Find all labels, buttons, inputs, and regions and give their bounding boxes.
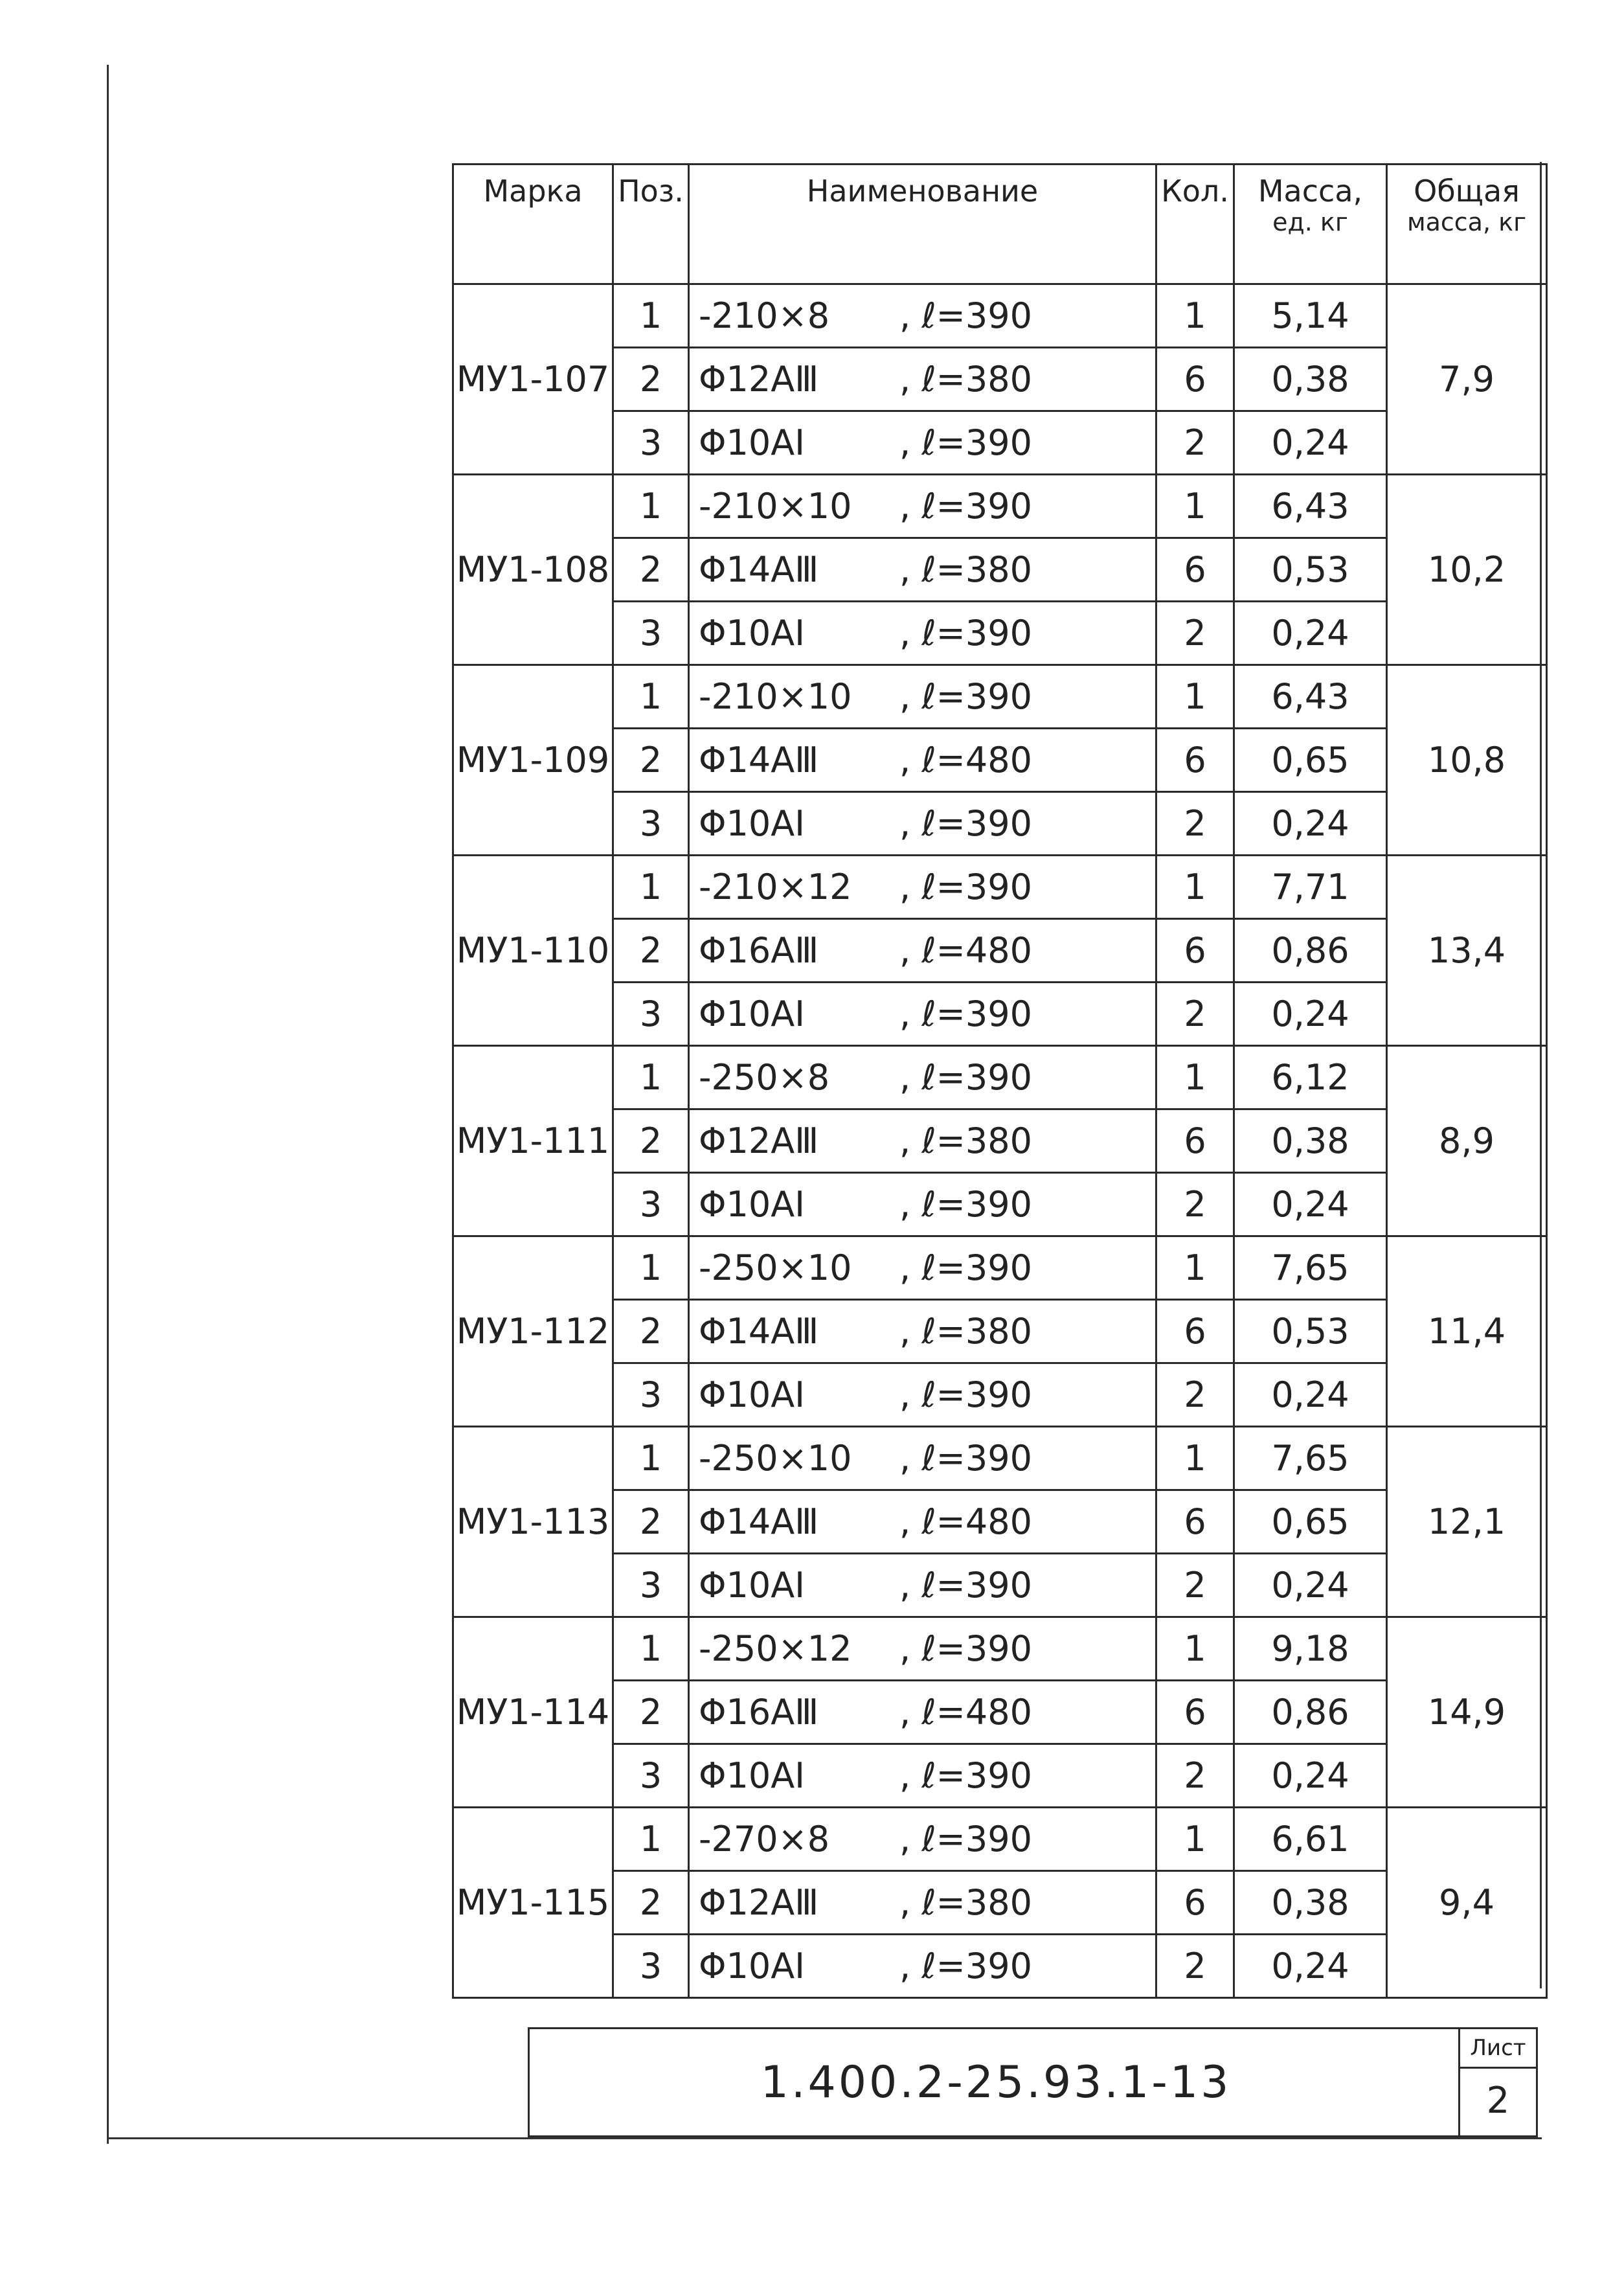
cell-mark: МУ1-110 bbox=[453, 856, 613, 1046]
cell-name-section: Φ10АⅠ bbox=[699, 803, 806, 844]
table-row bbox=[453, 1046, 1547, 1109]
cell-name-length: ℓ=390 bbox=[921, 486, 1032, 527]
cell-name-length: ℓ=480 bbox=[921, 740, 1032, 780]
cell-quantity: 2 bbox=[1156, 792, 1234, 856]
table-row bbox=[453, 1681, 1547, 1744]
cell-name bbox=[689, 1744, 1156, 1808]
cell-position: 2 bbox=[613, 1871, 689, 1935]
cell-name-length: ℓ=480 bbox=[921, 1692, 1032, 1733]
cell-name-length: ℓ=390 bbox=[921, 803, 1032, 844]
cell-position: 1 bbox=[613, 284, 689, 348]
cell-unit-mass: 6,61 bbox=[1234, 1808, 1387, 1871]
cell-name bbox=[689, 983, 1156, 1046]
cell-quantity: 6 bbox=[1156, 348, 1234, 411]
cell-unit-mass: 7,71 bbox=[1234, 856, 1387, 919]
cell-name-length: ℓ=380 bbox=[921, 1882, 1032, 1923]
cell-position: 2 bbox=[613, 1300, 689, 1363]
cell-quantity: 1 bbox=[1156, 1236, 1234, 1300]
cell-quantity: 6 bbox=[1156, 1109, 1234, 1173]
cell-name-separator: , bbox=[899, 1247, 922, 1288]
cell-name-length: ℓ=390 bbox=[921, 1946, 1032, 1986]
cell-total-mass: 10,8 bbox=[1387, 665, 1547, 856]
cell-unit-mass: 6,12 bbox=[1234, 1046, 1387, 1109]
cell-name-separator: , bbox=[899, 930, 922, 971]
cell-name-section: Φ14АⅢ bbox=[699, 1311, 819, 1352]
cell-name bbox=[689, 602, 1156, 665]
table-row bbox=[453, 602, 1547, 665]
cell-name bbox=[689, 475, 1156, 538]
cell-name-section: Φ10АⅠ bbox=[699, 1565, 806, 1606]
cell-name-length: ℓ=390 bbox=[921, 676, 1032, 717]
cell-name-separator: , bbox=[899, 1946, 922, 1986]
cell-name bbox=[689, 1871, 1156, 1935]
cell-position: 1 bbox=[613, 665, 689, 729]
cell-unit-mass: 0,24 bbox=[1234, 1744, 1387, 1808]
cell-name-section: -210×12 bbox=[699, 867, 852, 907]
sheet-box bbox=[1458, 2029, 1536, 2135]
cell-quantity: 2 bbox=[1156, 1363, 1234, 1427]
cell-name-separator: , bbox=[899, 1120, 922, 1161]
cell-name-section: Φ10АⅠ bbox=[699, 1184, 806, 1225]
cell-name-separator: , bbox=[899, 1755, 922, 1796]
cell-unit-mass: 6,43 bbox=[1234, 665, 1387, 729]
cell-name bbox=[689, 1236, 1156, 1300]
cell-name-length: ℓ=390 bbox=[921, 613, 1032, 654]
cell-name-section: Φ14АⅢ bbox=[699, 549, 819, 590]
table-row bbox=[453, 919, 1547, 983]
cell-name-length: ℓ=380 bbox=[921, 359, 1032, 400]
cell-name-separator: , bbox=[899, 803, 922, 844]
cell-name-section: -210×8 bbox=[699, 295, 830, 336]
table-row bbox=[453, 475, 1547, 538]
cell-name-separator: , bbox=[899, 1184, 922, 1225]
table-row bbox=[453, 1236, 1547, 1300]
cell-quantity: 6 bbox=[1156, 1871, 1234, 1935]
header-unit-mass-label: Масса, bbox=[1257, 174, 1363, 209]
cell-name-length: ℓ=390 bbox=[921, 1819, 1032, 1859]
cell-name-length: ℓ=390 bbox=[921, 1184, 1032, 1225]
cell-position: 2 bbox=[613, 538, 689, 602]
frame-bottom-line bbox=[107, 2137, 1542, 2139]
cell-name-separator: , bbox=[899, 613, 922, 654]
cell-unit-mass: 7,65 bbox=[1234, 1427, 1387, 1490]
cell-name bbox=[689, 1109, 1156, 1173]
cell-name bbox=[689, 729, 1156, 792]
table-row bbox=[453, 1300, 1547, 1363]
table-row bbox=[453, 1617, 1547, 1681]
cell-position: 1 bbox=[613, 1427, 689, 1490]
title-block bbox=[528, 2027, 1538, 2137]
cell-total-mass: 12,1 bbox=[1387, 1427, 1547, 1617]
cell-name bbox=[689, 1808, 1156, 1871]
cell-name-separator: , bbox=[899, 549, 922, 590]
cell-quantity: 6 bbox=[1156, 538, 1234, 602]
cell-position: 1 bbox=[613, 1808, 689, 1871]
cell-unit-mass: 0,38 bbox=[1234, 348, 1387, 411]
cell-mark: МУ1-111 bbox=[453, 1046, 613, 1236]
cell-name-length: ℓ=390 bbox=[921, 1565, 1032, 1606]
header-total-mass-label: Общая bbox=[1414, 174, 1520, 209]
cell-mark: МУ1-108 bbox=[453, 475, 613, 665]
cell-name-section: -270×8 bbox=[699, 1819, 830, 1859]
cell-name-length: ℓ=390 bbox=[921, 1438, 1032, 1479]
cell-unit-mass: 0,65 bbox=[1234, 1490, 1387, 1554]
specification-table bbox=[452, 163, 1548, 1999]
table-row bbox=[453, 665, 1547, 729]
table-row bbox=[453, 411, 1547, 475]
cell-position: 2 bbox=[613, 348, 689, 411]
cell-quantity: 2 bbox=[1156, 1173, 1234, 1236]
cell-name bbox=[689, 1617, 1156, 1681]
cell-name-section: Φ10АⅠ bbox=[699, 1946, 806, 1986]
table-row bbox=[453, 284, 1547, 348]
cell-name-section: Φ10АⅠ bbox=[699, 1755, 806, 1796]
cell-quantity: 2 bbox=[1156, 983, 1234, 1046]
cell-total-mass: 7,9 bbox=[1387, 284, 1547, 475]
cell-name-separator: , bbox=[899, 1565, 922, 1606]
table-row bbox=[453, 538, 1547, 602]
cell-name-separator: , bbox=[899, 676, 922, 717]
table-row bbox=[453, 1173, 1547, 1236]
cell-unit-mass: 0,24 bbox=[1234, 1554, 1387, 1617]
cell-quantity: 6 bbox=[1156, 729, 1234, 792]
cell-name-separator: , bbox=[899, 1057, 922, 1098]
cell-name bbox=[689, 1935, 1156, 1998]
cell-name-length: ℓ=380 bbox=[921, 549, 1032, 590]
cell-unit-mass: 0,38 bbox=[1234, 1109, 1387, 1173]
cell-unit-mass: 6,43 bbox=[1234, 475, 1387, 538]
cell-position: 1 bbox=[613, 856, 689, 919]
cell-name-section: Φ10АⅠ bbox=[699, 1374, 806, 1415]
cell-name-separator: , bbox=[899, 1882, 922, 1923]
cell-total-mass: 8,9 bbox=[1387, 1046, 1547, 1236]
cell-position: 1 bbox=[613, 1236, 689, 1300]
cell-mark: МУ1-109 bbox=[453, 665, 613, 856]
cell-mark: МУ1-107 bbox=[453, 284, 613, 475]
cell-name bbox=[689, 792, 1156, 856]
cell-position: 1 bbox=[613, 475, 689, 538]
table-row bbox=[453, 792, 1547, 856]
cell-name-length: ℓ=480 bbox=[921, 1501, 1032, 1542]
cell-name bbox=[689, 1046, 1156, 1109]
cell-unit-mass: 0,86 bbox=[1234, 1681, 1387, 1744]
cell-quantity: 1 bbox=[1156, 475, 1234, 538]
cell-quantity: 2 bbox=[1156, 1935, 1234, 1998]
cell-unit-mass: 0,38 bbox=[1234, 1871, 1387, 1935]
table-header-row bbox=[453, 165, 1547, 284]
cell-position: 3 bbox=[613, 602, 689, 665]
cell-name-separator: , bbox=[899, 1311, 922, 1352]
cell-name-length: ℓ=390 bbox=[921, 295, 1032, 336]
cell-total-mass: 13,4 bbox=[1387, 856, 1547, 1046]
cell-quantity: 6 bbox=[1156, 919, 1234, 983]
cell-name-section: Φ12АⅢ bbox=[699, 1882, 819, 1923]
cell-name bbox=[689, 1681, 1156, 1744]
cell-position: 3 bbox=[613, 983, 689, 1046]
cell-position: 1 bbox=[613, 1617, 689, 1681]
header-unit-mass bbox=[1234, 165, 1387, 284]
cell-unit-mass: 0,65 bbox=[1234, 729, 1387, 792]
cell-quantity: 6 bbox=[1156, 1300, 1234, 1363]
cell-name-section: Φ14АⅢ bbox=[699, 740, 819, 780]
cell-quantity: 1 bbox=[1156, 1427, 1234, 1490]
cell-name-section: -250×10 bbox=[699, 1438, 852, 1479]
cell-quantity: 6 bbox=[1156, 1681, 1234, 1744]
cell-name-length: ℓ=380 bbox=[921, 1120, 1032, 1161]
frame-left-line bbox=[107, 65, 109, 2144]
cell-quantity: 1 bbox=[1156, 665, 1234, 729]
cell-position: 3 bbox=[613, 1935, 689, 1998]
cell-name bbox=[689, 538, 1156, 602]
cell-name-section: Φ10АⅠ bbox=[699, 613, 806, 654]
cell-name-length: ℓ=390 bbox=[921, 1247, 1032, 1288]
cell-quantity: 1 bbox=[1156, 284, 1234, 348]
cell-name bbox=[689, 919, 1156, 983]
cell-quantity: 2 bbox=[1156, 602, 1234, 665]
cell-unit-mass: 0,24 bbox=[1234, 792, 1387, 856]
cell-position: 2 bbox=[613, 729, 689, 792]
cell-position: 3 bbox=[613, 411, 689, 475]
cell-mark: МУ1-115 bbox=[453, 1808, 613, 1998]
cell-name-length: ℓ=390 bbox=[921, 422, 1032, 463]
cell-name bbox=[689, 856, 1156, 919]
cell-name bbox=[689, 411, 1156, 475]
cell-unit-mass: 0,24 bbox=[1234, 983, 1387, 1046]
table-row bbox=[453, 1744, 1547, 1808]
cell-unit-mass: 0,24 bbox=[1234, 602, 1387, 665]
cell-name bbox=[689, 1363, 1156, 1427]
table-row bbox=[453, 348, 1547, 411]
cell-mark: МУ1-112 bbox=[453, 1236, 613, 1427]
cell-position: 2 bbox=[613, 1109, 689, 1173]
table-row bbox=[453, 1808, 1547, 1871]
cell-name-section: Φ14АⅢ bbox=[699, 1501, 819, 1542]
table-row bbox=[453, 1109, 1547, 1173]
header-total-mass bbox=[1387, 165, 1547, 284]
cell-name bbox=[689, 1554, 1156, 1617]
cell-unit-mass: 0,24 bbox=[1234, 1935, 1387, 1998]
table-row bbox=[453, 1871, 1547, 1935]
cell-name-separator: , bbox=[899, 486, 922, 527]
cell-total-mass: 9,4 bbox=[1387, 1808, 1547, 1998]
cell-mark: МУ1-114 bbox=[453, 1617, 613, 1808]
cell-name-length: ℓ=390 bbox=[921, 867, 1032, 907]
cell-name-section: -210×10 bbox=[699, 486, 852, 527]
cell-unit-mass: 0,86 bbox=[1234, 919, 1387, 983]
header-position: Поз. bbox=[613, 165, 689, 284]
cell-name-length: ℓ=390 bbox=[921, 1057, 1032, 1098]
cell-quantity: 2 bbox=[1156, 411, 1234, 475]
cell-name-separator: , bbox=[899, 1374, 922, 1415]
cell-name-section: Φ10АⅠ bbox=[699, 422, 806, 463]
cell-quantity: 1 bbox=[1156, 1617, 1234, 1681]
cell-name-length: ℓ=480 bbox=[921, 930, 1032, 971]
cell-name-section: Φ10АⅠ bbox=[699, 994, 806, 1034]
cell-name-section: -250×12 bbox=[699, 1628, 852, 1669]
cell-name-section: Φ16АⅢ bbox=[699, 1692, 819, 1733]
cell-quantity: 1 bbox=[1156, 1808, 1234, 1871]
header-name: Наименование bbox=[689, 165, 1156, 284]
cell-quantity: 6 bbox=[1156, 1490, 1234, 1554]
cell-name-section: Φ16АⅢ bbox=[699, 930, 819, 971]
sheet-label: Лист bbox=[1460, 2029, 1536, 2069]
document-code: 1.400.2-25.93.1-13 bbox=[760, 2056, 1232, 2108]
table-row bbox=[453, 1490, 1547, 1554]
cell-name-length: ℓ=390 bbox=[921, 1374, 1032, 1415]
table-row bbox=[453, 1363, 1547, 1427]
table-row bbox=[453, 983, 1547, 1046]
cell-unit-mass: 0,24 bbox=[1234, 1173, 1387, 1236]
cell-name bbox=[689, 1300, 1156, 1363]
cell-name-length: ℓ=380 bbox=[921, 1311, 1032, 1352]
table-row bbox=[453, 1935, 1547, 1998]
cell-name bbox=[689, 348, 1156, 411]
cell-name-separator: , bbox=[899, 422, 922, 463]
cell-name-separator: , bbox=[899, 994, 922, 1034]
cell-unit-mass: 0,24 bbox=[1234, 1363, 1387, 1427]
cell-quantity: 2 bbox=[1156, 1554, 1234, 1617]
cell-name-length: ℓ=390 bbox=[921, 1628, 1032, 1669]
cell-name bbox=[689, 1490, 1156, 1554]
cell-position: 3 bbox=[613, 1554, 689, 1617]
table-row bbox=[453, 1554, 1547, 1617]
cell-quantity: 1 bbox=[1156, 856, 1234, 919]
cell-unit-mass: 0,24 bbox=[1234, 411, 1387, 475]
cell-name-section: -210×10 bbox=[699, 676, 852, 717]
cell-position: 3 bbox=[613, 792, 689, 856]
cell-name-separator: , bbox=[899, 867, 922, 907]
cell-total-mass: 14,9 bbox=[1387, 1617, 1547, 1808]
cell-name-separator: , bbox=[899, 1692, 922, 1733]
cell-name bbox=[689, 1427, 1156, 1490]
cell-position: 3 bbox=[613, 1363, 689, 1427]
cell-name-separator: , bbox=[899, 1438, 922, 1479]
cell-position: 2 bbox=[613, 1681, 689, 1744]
header-total-mass-sub: масса, кг bbox=[1406, 207, 1527, 236]
cell-position: 2 bbox=[613, 919, 689, 983]
cell-total-mass: 11,4 bbox=[1387, 1236, 1547, 1427]
cell-name-section: Φ12АⅢ bbox=[699, 359, 819, 400]
cell-name-length: ℓ=390 bbox=[921, 1755, 1032, 1796]
cell-unit-mass: 0,53 bbox=[1234, 1300, 1387, 1363]
cell-position: 3 bbox=[613, 1744, 689, 1808]
cell-position: 2 bbox=[613, 1490, 689, 1554]
header-unit-mass-sub: ед. кг bbox=[1272, 207, 1348, 236]
table-row bbox=[453, 729, 1547, 792]
cell-name-section: -250×8 bbox=[699, 1057, 830, 1098]
table-row bbox=[453, 1427, 1547, 1490]
cell-unit-mass: 9,18 bbox=[1234, 1617, 1387, 1681]
cell-quantity: 1 bbox=[1156, 1046, 1234, 1109]
cell-name-separator: , bbox=[899, 295, 922, 336]
cell-unit-mass: 7,65 bbox=[1234, 1236, 1387, 1300]
cell-name-section: Φ12АⅢ bbox=[699, 1120, 819, 1161]
cell-name bbox=[689, 665, 1156, 729]
cell-name bbox=[689, 284, 1156, 348]
header-mark: Марка bbox=[453, 165, 613, 284]
cell-total-mass: 10,2 bbox=[1387, 475, 1547, 665]
cell-position: 3 bbox=[613, 1173, 689, 1236]
cell-name-separator: , bbox=[899, 359, 922, 400]
cell-unit-mass: 0,53 bbox=[1234, 538, 1387, 602]
cell-name bbox=[689, 1173, 1156, 1236]
cell-name-separator: , bbox=[899, 1501, 922, 1542]
cell-position: 1 bbox=[613, 1046, 689, 1109]
cell-name-separator: , bbox=[899, 740, 922, 780]
table-body bbox=[453, 284, 1547, 1998]
header-quantity: Кол. bbox=[1156, 165, 1234, 284]
cell-name-length: ℓ=390 bbox=[921, 994, 1032, 1034]
cell-mark: МУ1-113 bbox=[453, 1427, 613, 1617]
cell-unit-mass: 5,14 bbox=[1234, 284, 1387, 348]
sheet-number: 2 bbox=[1486, 2080, 1510, 2122]
cell-name-separator: , bbox=[899, 1819, 922, 1859]
table-row bbox=[453, 856, 1547, 919]
cell-quantity: 2 bbox=[1156, 1744, 1234, 1808]
cell-name-section: -250×10 bbox=[699, 1247, 852, 1288]
cell-name-separator: , bbox=[899, 1628, 922, 1669]
